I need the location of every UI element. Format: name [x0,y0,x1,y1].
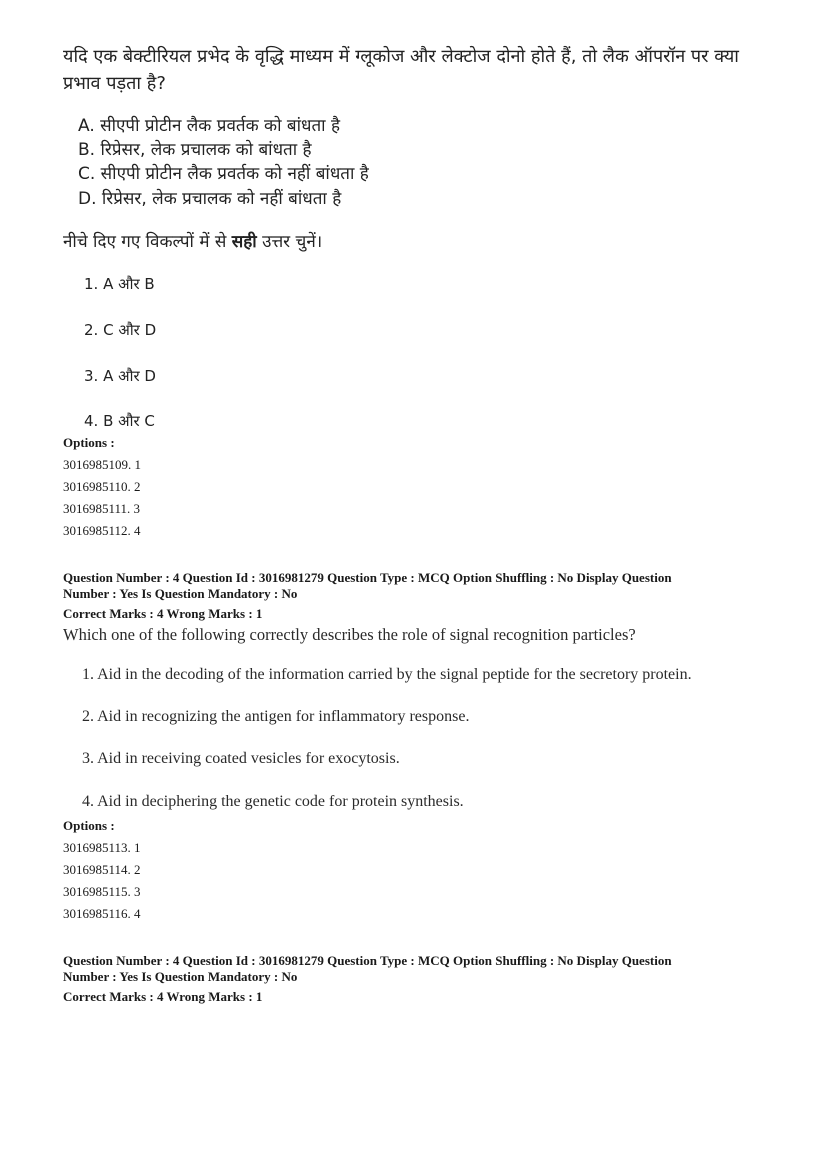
option-id-1: 3016985109. 1 [63,457,141,472]
question-meta-line-2: Number : Yes Is Question Mandatory : No [63,586,298,601]
answer-option-2: 2. Aid in recognizing the antigen for inflammatory response. [82,708,470,725]
option-id-2: 3016985114. 2 [63,862,141,877]
options-label: Options : [63,435,115,450]
statement-c: C. सीएपी प्रोटीन लैक प्रवर्तक को नहीं बांधता है [78,164,369,184]
answer-option-1: 1. A और B [84,275,155,293]
instruction-pre: नीचे दिए गए विकल्पों में से [63,232,232,252]
option-id-3: 3016985111. 3 [63,501,141,516]
option-id-2: 3016985110. 2 [63,479,141,494]
option-id-4: 3016985116. 4 [63,906,141,921]
instruction-text [63,229,322,252]
question-text-line-2: प्रभाव पड़ता है? [63,73,166,94]
question-text-line-1: यदि एक बेक्टीरियल प्रभेद के वृद्धि माध्यम में ग्लूकोज और लेक्टोज दोनो होते हैं, तो लैक ऑपरॉन पर क्या [63,46,739,67]
marks-line: Correct Marks : 4 Wrong Marks : 1 [63,989,263,1004]
answer-option-3: 3. Aid in receiving coated vesicles for exocytosis. [82,750,400,767]
instruction-post: उत्तर चुनें। [256,232,323,252]
option-id-3: 3016985115. 3 [63,884,141,899]
answer-option-3: 3. A और D [84,367,156,385]
question-meta-line-2: Number : Yes Is Question Mandatory : No [63,969,298,984]
statement-d: D. रिप्रेसर, लेक प्रचालक को नहीं बांधता है [78,189,342,209]
question-meta-line-1: Question Number : 4 Question Id : 3016981279 Question Type : MCQ Option Shuffling : No Display Question [63,570,672,585]
question-text: Which one of the following correctly describes the role of signal recognition particles? [63,625,636,644]
option-id-1: 3016985113. 1 [63,840,141,855]
options-label: Options : [63,818,115,833]
answer-option-1: 1. Aid in the decoding of the information carried by the signal peptide for the secretory protein. [82,666,692,683]
question-meta-line-1: Question Number : 4 Question Id : 3016981279 Question Type : MCQ Option Shuffling : No Display Question [63,953,672,968]
instruction-bold: सही [231,232,257,252]
statement-b: B. रिप्रेसर, लेक प्रचालक को बांधता है [78,140,312,160]
answer-option-4: 4. B और C [84,412,155,430]
answer-option-2: 2. C और D [84,321,157,339]
marks-line: Correct Marks : 4 Wrong Marks : 1 [63,606,263,621]
option-id-4: 3016985112. 4 [63,523,141,538]
statement-a: A. सीएपी प्रोटीन लैक प्रवर्तक को बांधता है [78,116,340,136]
answer-option-4: 4. Aid in deciphering the genetic code for protein synthesis. [82,793,464,810]
